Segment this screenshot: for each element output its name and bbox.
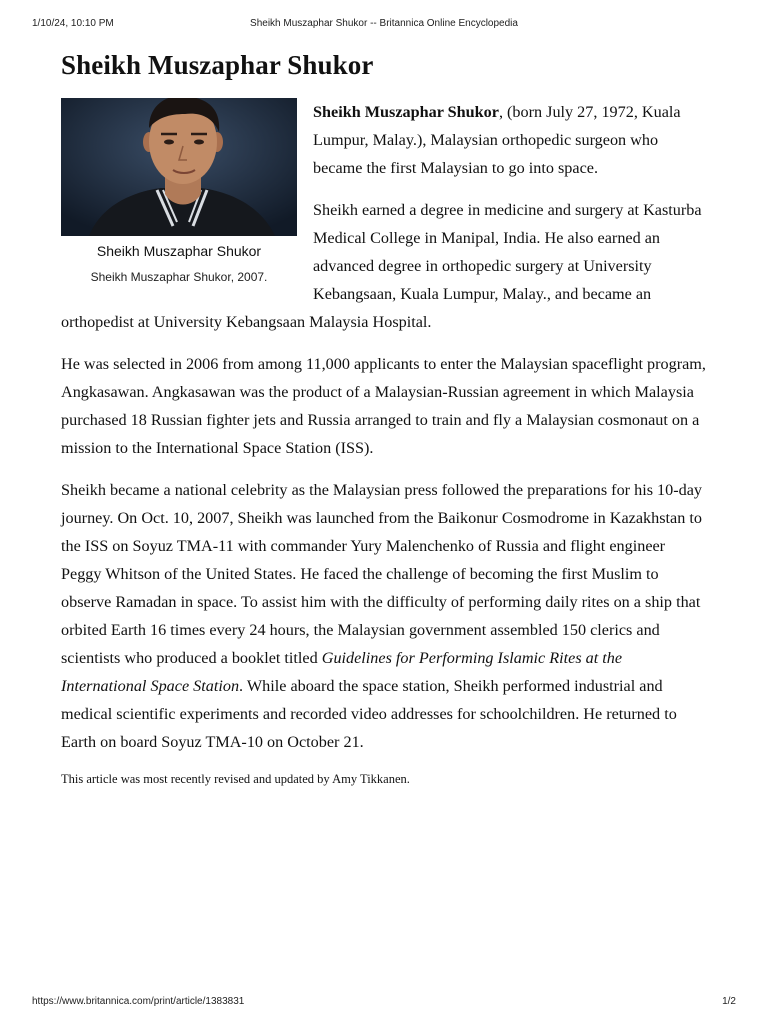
selection-paragraph: He was selected in 2006 from among 11,000 applicants to enter the Malaysian spaceflight program, Angkasawan. Angkasawan was the product of a Malaysian-Russian agreement in which Malaysia purchased 18 Russian fighter jets and Russia arranged to train and fly a Malaysian cosmonaut on a mission to the International Space Station (ISS). [61, 355, 706, 457]
booklet-title: Guidelines for Performing Islamic Rites at the International Space Station [61, 649, 623, 695]
revision-credit: This article was most recently revised and updated by Amy Tikkanen. [61, 772, 410, 786]
print-datetime: 1/10/24, 10:10 PM [32, 18, 114, 29]
print-page-title: Sheikh Muszaphar Shukor -- Britannica Online Encyclopedia [250, 18, 518, 29]
article-body [61, 98, 707, 802]
print-page-number: 1/2 [722, 996, 736, 1007]
education-paragraph: Sheikh earned a degree in medicine and surgery at Kasturba Medical College in Manipal, India. He also earned an advanced degree in orthopedic surgery at University Kebangsaan, Kuala Lumpur, Malay., and became an orthopedist at University Kebangsaan Malaysia Hospital. [61, 201, 702, 331]
article-figure [61, 98, 297, 285]
subject-name: Sheikh Muszaphar Shukor [313, 103, 499, 121]
mission-text-before: Sheikh became a national celebrity as the Malaysian press followed the preparations for his 10-day journey. On Oct. 10, 2007, Sheikh was launched from the Baikonur Cosmodrome in Kazakhstan to the ISS on Soyuz TMA-11 with commander Yury Malenchenko of Russia and flight engineer Peggy Whitson of the United States. He faced the challenge of becoming the first Muslim to observe Ramadan in space. To assist him with the difficulty of performing daily rites on a ship that orbited Earth 16 times every 24 hours, the Malaysian government assembled 150 clerics and scientists who produced a booklet titled [61, 481, 702, 667]
article-title: Sheikh Muszaphar Shukor [61, 50, 374, 80]
intro-text: , (born July 27, 1972, Kuala Lumpur, Malay.), Malaysian orthopedic surgeon who became the first Malaysian to go into space. [313, 103, 681, 177]
mission-text-after: . While aboard the space station, Sheikh performed industrial and medical scientific experiments and recorded video addresses for schoolchildren. He returned to Earth on board Soyuz TMA-10 on October 21. [61, 677, 677, 751]
figure-title: Sheikh Muszaphar Shukor [96, 243, 262, 259]
mission-paragraph [61, 476, 707, 756]
portrait-photo [61, 98, 297, 236]
figure-caption: Sheikh Muszaphar Shukor, 2007. [90, 270, 268, 284]
print-url: https://www.britannica.com/print/article/1383831 [32, 996, 245, 1007]
